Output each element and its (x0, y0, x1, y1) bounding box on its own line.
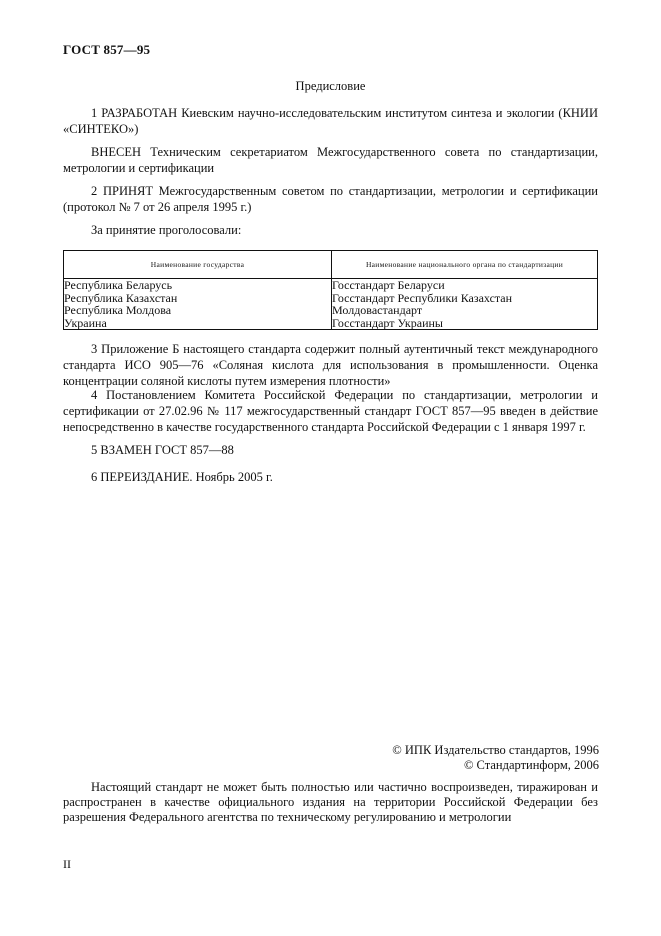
page-title: Предисловие (295, 79, 366, 93)
reproduction-notice-text: Настоящий стандарт не может быть полностью или частично воспроизведен, тиражирован и распространен в качестве официального издания на территории Российской Федерации без разрешения Федерального агентства по техническому регулированию и метрологии (63, 780, 598, 824)
copyright-block (392, 743, 599, 773)
paragraph-reissue (63, 469, 598, 485)
paragraph-replaces-text: 5 ВЗАМЕН ГОСТ 857—88 (91, 443, 234, 457)
voting-table (63, 250, 598, 330)
table-header-body: Наименование национального органа по стандартизации (332, 251, 598, 279)
bodies-cell (332, 279, 598, 330)
paragraph-enacted-text: 4 Постановлением Комитета Российской Федерации по стандартизации, метрологии и сертификации от 27.02.96 № 117 межгосударственный стандарт ГОСТ 857—95 введен в действие непосредственно в качестве государственного стандарта Российской Федерации с 1 января 1997 г. (63, 388, 598, 434)
paragraph-reissue-text: 6 ПЕРЕИЗДАНИЕ. Ноябрь 2005 г. (91, 470, 273, 484)
states-cell (64, 279, 332, 330)
paragraph-adopted-text: 2 ПРИНЯТ Межгосударственным советом по стандартизации, метрологии и сертификации (протокол № 7 от 26 апреля 1995 г.) (63, 184, 598, 214)
paragraph-enacted (63, 387, 598, 435)
body-name: Госстандарт Беларуси (332, 278, 445, 292)
paragraph-appendix-text: 3 Приложение Б настоящего стандарта содержит полный аутентичный текст международного стандарта ИСО 905—76 «Соляная кислота для использования в промышленности. Оценка концентрации соляной кислоты путем измерения плотности» (63, 342, 598, 388)
paragraph-voted (63, 222, 598, 238)
paragraph-developed (63, 105, 598, 137)
state-name: Украина (64, 315, 107, 330)
body-name: Госстандарт Республики Казахстан (332, 290, 513, 305)
paragraph-introduced (63, 144, 598, 176)
paragraph-developed-text: 1 РАЗРАБОТАН Киевским научно-исследовательским институтом синтеза и экологии (КНИИ «СИНТЕКО») (63, 106, 598, 136)
state-name: Республика Беларусь (64, 278, 173, 292)
document-code: ГОСТ 857—95 (63, 42, 151, 57)
reproduction-notice (63, 780, 598, 825)
paragraph-adopted (63, 183, 598, 215)
body-name: Молдовастандарт (332, 303, 423, 317)
state-name: Республика Молдова (64, 303, 172, 317)
table-header-row (64, 251, 598, 279)
state-name: Республика Казахстан (64, 290, 178, 305)
table-row (64, 279, 598, 330)
body-name: Госстандарт Украины (332, 315, 443, 330)
paragraph-appendix (63, 341, 598, 389)
table-header-state: Наименование государства (64, 251, 332, 279)
paragraph-introduced-text: ВНЕСЕН Техническим секретариатом Межгосударственного совета по стандартизации, метрологии и сертификации (63, 145, 598, 175)
paragraph-replaces (63, 442, 598, 458)
page-number: II (63, 857, 71, 871)
copyright-line: © ИПК Издательство стандартов, 1996 (392, 743, 599, 757)
copyright-line: © Стандартинформ, 2006 (463, 758, 599, 772)
paragraph-voted-text: За принятие проголосовали: (91, 223, 242, 237)
